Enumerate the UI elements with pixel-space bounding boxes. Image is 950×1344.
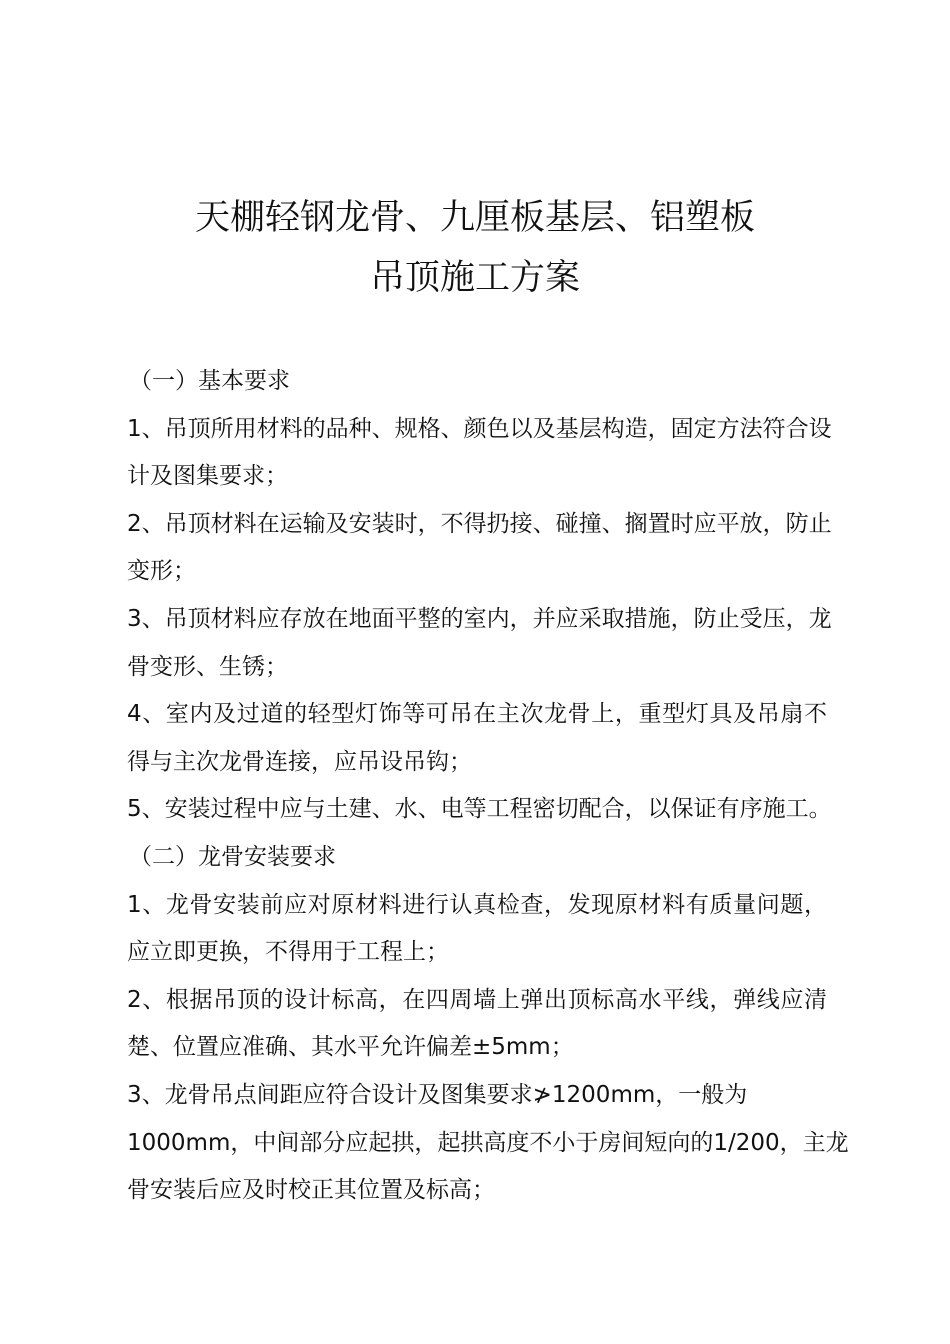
paragraph-line: 3、吊顶材料应存放在地面平整的室内，并应采取措施，防止受压，龙: [127, 605, 832, 632]
paragraph-line: 1000mm，中间部分应起拱，起拱高度不小于房间短向的1/200，主龙: [127, 1129, 849, 1156]
document-title-line-2: 吊顶施工方案: [369, 258, 580, 298]
paragraph-line: 骨变形、生锈；: [127, 653, 288, 680]
paragraph-line: 楚、位置应准确、其水平允许偏差±5mm；: [127, 1034, 574, 1061]
paragraph-line: 2、吊顶材料在运输及安装时，不得扔接、碰撞、搁置时应平放，防止: [127, 510, 832, 537]
paragraph-line: 4、室内及过道的轻型灯饰等可吊在主次龙骨上，重型灯具及吊扇不: [127, 701, 827, 728]
paragraph-line: 5、安装过程中应与土建、水、电等工程密切配合，以保证有序施工。: [127, 796, 832, 823]
document-body: [127, 358, 849, 1215]
paragraph-line: 1、龙骨安装前应对原材料进行认真检查，发现原材料有质量问题，: [127, 891, 827, 918]
section-heading-keel-installation: （二）龙骨安装要求: [129, 843, 336, 870]
document-title-line-1: 天棚轻钢龙骨、九厘板基层、铝塑板: [194, 198, 755, 238]
paragraph-line: 2、根据吊顶的设计标高，在四周墙上弹出顶标高水平线，弹线应清: [127, 986, 827, 1013]
section-heading-basic-requirements: （一）基本要求: [129, 368, 290, 394]
paragraph-line: 3、龙骨吊点间距应符合设计及图集要求≯1200mm，一般为: [127, 1081, 748, 1108]
paragraph-line: 变形；: [127, 558, 196, 585]
paragraph-line: 应立即更换，不得用于工程上；: [127, 939, 449, 966]
paragraph-line: 1、吊顶所用材料的品种、规格、颜色以及基层构造，固定方法符合设: [127, 415, 832, 442]
paragraph-line: 骨安装后应及时校正其位置及标高；: [127, 1177, 495, 1204]
paragraph-line: 计及图集要求；: [127, 463, 288, 490]
paragraph-line: 得与主次龙骨连接，应吊设吊钩；: [127, 748, 472, 775]
